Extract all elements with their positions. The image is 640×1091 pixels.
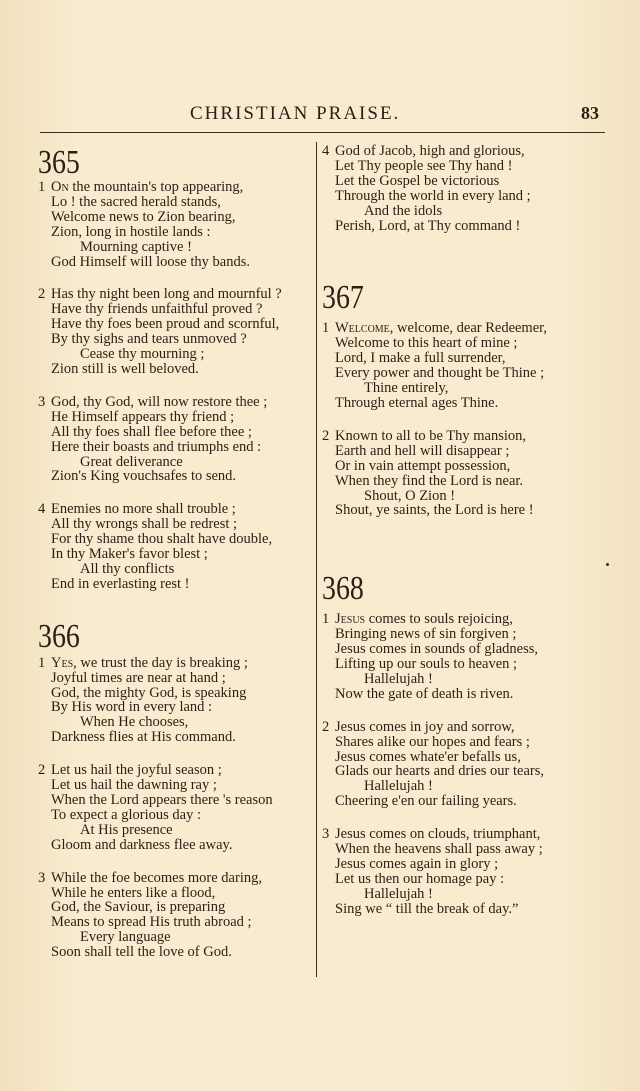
stanza-line: By thy sighs and tears unmoved ?	[51, 331, 247, 348]
stanza-line: Through the world in every land ;	[335, 187, 531, 204]
stanza-line: Cease thy mourning ;	[80, 346, 205, 363]
stanza-first-text: Jesus comes in joy and sorrow,	[335, 718, 515, 735]
stanza-number: 3	[322, 826, 330, 843]
hymn-367	[322, 279, 600, 518]
column-divider	[316, 142, 317, 977]
stanza	[38, 287, 314, 376]
running-head: CHRISTIAN PRAISE.	[190, 103, 401, 124]
stanza-first-rest: comes to souls rejoicing,	[365, 611, 513, 628]
stanza-line: Have thy foes been proud and scornful,	[51, 316, 280, 333]
hymn-365	[38, 144, 314, 592]
stanza-line: Hallelujah !	[364, 885, 433, 902]
stanza-line: Welcome to this heart of mine ;	[335, 335, 518, 352]
stanza-line: End in everlasting rest !	[51, 575, 190, 592]
stanza-first-text: Has thy night been long and mournful ?	[51, 286, 282, 303]
stanza-line: To expect a glorious day :	[51, 806, 201, 823]
stanza-first-text: God of Jacob, high and glorious,	[335, 143, 525, 159]
stanza-first-line	[322, 612, 600, 627]
stanza	[322, 612, 600, 701]
stanza-line: Shares alike our hopes and fears ;	[335, 733, 530, 750]
left-column	[38, 142, 314, 960]
stanza-line: God, the Saviour, is preparing	[51, 899, 226, 916]
stanza-first-line	[38, 871, 314, 886]
stanza-line: Let Thy people see Thy hand !	[335, 157, 513, 174]
stanza-line: Let us hail the dawning ray ;	[51, 777, 217, 794]
stanza-number: 4	[38, 501, 46, 518]
stanza-number: 3	[38, 393, 46, 410]
stanza	[38, 763, 314, 852]
right-column	[322, 142, 600, 917]
stanza	[38, 871, 314, 960]
stanza-first-line	[38, 287, 314, 302]
stanza-line: Darkness flies at His command.	[51, 729, 236, 746]
stanza-first-word: Jesus	[335, 611, 366, 628]
stanza-line: At His presence	[80, 821, 173, 838]
stanza-line: Or in vain attempt possession,	[335, 457, 511, 474]
ink-speck	[606, 563, 609, 566]
stanza-number: 2	[322, 427, 330, 444]
stanza-line: Lo ! the sacred herald stands,	[51, 193, 221, 210]
hymn-number: 368	[322, 570, 364, 608]
stanza	[322, 321, 600, 410]
stanza-first-line	[322, 144, 600, 159]
stanza-line: Means to spread His truth abroad ;	[51, 914, 252, 931]
stanza-line: Lifting up our souls to heaven ;	[335, 656, 518, 673]
stanza-line: Jesus comes in sounds of gladness,	[335, 641, 538, 658]
stanza-line: When the Lord appears there 's reason	[51, 792, 273, 808]
hymn-number: 366	[38, 617, 80, 655]
stanza-first-text: While the foe becomes more daring,	[51, 869, 262, 886]
stanza-first-text: Let us hail the joyful season ;	[51, 762, 222, 779]
stanza-line: Glads our hearts and dries our tears,	[335, 763, 544, 780]
stanza-line: Let the Gospel be victorious	[335, 172, 500, 189]
stanza-first-line	[322, 827, 600, 842]
stanza-line: In thy Maker's favor blest ;	[51, 546, 208, 563]
stanza-line: Perish, Lord, at Thy command !	[335, 217, 521, 234]
stanza-first-word: Yes,	[51, 654, 77, 671]
stanza-line: God, the mighty God, is speaking	[51, 684, 247, 701]
stanza-line: Mourning captive !	[80, 238, 192, 255]
stanza-line: Hallelujah !	[364, 778, 433, 795]
stanza	[322, 429, 600, 518]
stanza-line: While he enters like a flood,	[51, 884, 216, 901]
stanza-line: Now the gate of death is riven.	[335, 685, 514, 702]
stanza	[38, 395, 314, 484]
stanza-line: All thy foes shall flee before thee ;	[51, 423, 252, 440]
stanza-first-line	[38, 656, 314, 671]
stanza-first-word: On	[51, 179, 69, 195]
stanza-number: 1	[322, 611, 330, 628]
stanza-line: God Himself will loose thy bands.	[51, 253, 250, 270]
stanza-line: Every power and thought be Thine ;	[335, 365, 545, 382]
stanza-line: All thy wrongs shall be redrest ;	[51, 516, 238, 533]
stanza-line: He Himself appears thy friend ;	[51, 408, 235, 425]
stanza-line: Soon shall tell the love of God.	[51, 944, 232, 961]
stanza-number: 2	[38, 762, 46, 779]
stanza-line: Zion's King vouchsafes to send.	[51, 468, 237, 485]
stanza-line: Earth and hell will disappear ;	[335, 442, 510, 459]
stanza-number: 2	[322, 718, 330, 735]
stanza-line: When He chooses,	[80, 714, 189, 731]
hymn-368	[322, 570, 600, 916]
page-header	[0, 103, 640, 127]
stanza-line: Let us then our homage pay :	[335, 870, 505, 887]
stanza-first-text: Enemies no more shall trouble ;	[51, 501, 236, 518]
hymn-number: 365	[38, 144, 80, 181]
stanza-first-line	[322, 429, 600, 444]
stanza-number: 2	[38, 286, 46, 303]
stanza-line: Hallelujah !	[364, 670, 433, 687]
page-number: 83	[581, 103, 599, 123]
stanza-line: Thine entirely,	[364, 380, 449, 397]
stanza-line: Gloom and darkness flee away.	[51, 836, 233, 853]
stanza-line: Jesus comes again in glory ;	[335, 856, 499, 872]
stanza-line: Welcome news to Zion bearing,	[51, 208, 236, 225]
stanza-number: 1	[38, 179, 46, 195]
stanza-first-word: Welcome,	[335, 320, 394, 337]
hymn-366	[38, 618, 314, 960]
stanza-line: Have thy friends unfaithful proved ?	[51, 301, 263, 318]
stanza-number: 4	[322, 143, 330, 159]
stanza-line: Lord, I make a full surrender,	[335, 350, 506, 367]
stanza-line: Here their boasts and triumphs end :	[51, 438, 262, 455]
stanza-line: Zion still is well beloved.	[51, 360, 199, 377]
header-rule	[40, 132, 605, 133]
stanza-line: Through eternal ages Thine.	[335, 394, 499, 411]
stanza	[322, 720, 600, 809]
stanza-first-line	[38, 180, 314, 195]
hymn-365-continued	[322, 144, 600, 233]
stanza-first-line	[38, 395, 314, 410]
stanza-first-rest: the mountain's top appearing,	[68, 179, 244, 195]
stanza-line: Jesus comes whate'er befalls us,	[335, 748, 521, 765]
stanza-first-rest: we trust the day is breaking ;	[76, 654, 248, 671]
stanza-line: Bringing news of sin forgiven ;	[335, 626, 517, 643]
stanza-number: 3	[38, 869, 46, 886]
stanza-line: Great deliverance	[80, 453, 183, 470]
stanza	[322, 144, 600, 233]
stanza	[38, 180, 314, 269]
stanza-line: Zion, long in hostile lands :	[51, 223, 211, 240]
stanza-line: Shout, ye saints, the Lord is here !	[335, 502, 534, 519]
stanza	[38, 656, 314, 745]
stanza-line: Cheering e'en our failing years.	[335, 793, 517, 810]
stanza-first-line	[322, 720, 600, 735]
stanza	[322, 827, 600, 916]
stanza-line: When they find the Lord is near.	[335, 472, 524, 489]
stanza-first-line	[38, 502, 314, 517]
stanza-first-text: God, thy God, will now restore thee ;	[51, 393, 268, 410]
stanza-line: Every language	[80, 929, 171, 946]
stanza-line: Shout, O Zion !	[364, 487, 456, 504]
stanza-first-text: Known to all to be Thy mansion,	[335, 427, 527, 444]
stanza	[38, 502, 314, 591]
stanza-line: Joyful times are near at hand ;	[51, 669, 226, 686]
stanza-line: By His word in every land :	[51, 699, 213, 716]
stanza-first-line	[322, 321, 600, 336]
stanza-first-rest: welcome, dear Redeemer,	[393, 320, 548, 337]
stanza-line: All thy conflicts	[80, 560, 175, 577]
stanza-line: And the idols	[364, 202, 443, 219]
stanza-first-text: Jesus comes on clouds, triumphant,	[335, 826, 541, 843]
stanza-first-line	[38, 763, 314, 778]
hymn-number: 367	[322, 279, 364, 317]
stanza-line: For thy shame thou shalt have double,	[51, 531, 273, 548]
stanza-number: 1	[322, 320, 330, 337]
stanza-line: When the heavens shall pass away ;	[335, 841, 543, 858]
stanza-line: Sing we “ till the break of day.”	[335, 900, 519, 917]
stanza-number: 1	[38, 654, 46, 671]
